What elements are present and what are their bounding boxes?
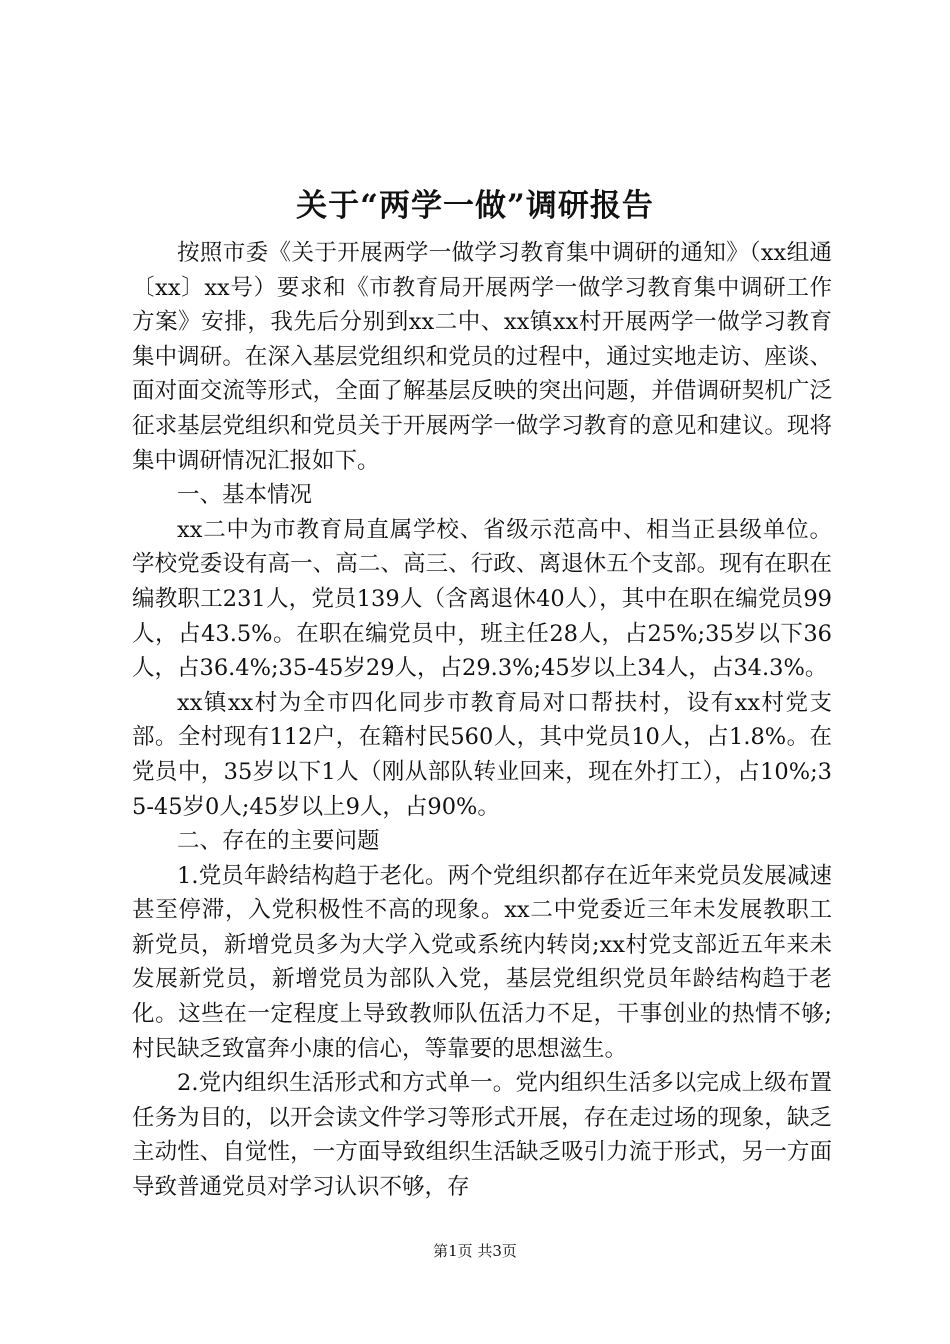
paragraph-school-situation: xx二中为市教育局直属学校、省级示范高中、相当正县级单位。学校党委设有高一、高二、高三、行政、离退休五个支部。现有在职在编教职工231人，党员139人（含离退休40人），其中在职在编党员99人，占43.5%。在职在编党员中，班主任28人，占25%;35岁以下36人，占36.4%;35-45岁29人，占29.3%;45岁以上34人，占34.3%。 — [132, 516, 832, 682]
section-heading-main-problems: 二、存在的主要问题 — [177, 828, 380, 855]
paragraph-problem-1: 1.党员年龄结构趋于老化。两个党组织都存在近年来党员发展减速甚至停滞，入党积极性不高的现象。xx二中党委近三年未发展教职工新党员，新增党员多为大学入党或系统内转岗;xx村党支部近五年来未发展新党员，新增党员为部队入党，基层党组织党员年龄结构趋于老化。这些在一定程度上导致教师队伍活力不足，干事创业的热情不够;村民缺乏致富奔小康的信心，等靠要的思想滋生。 — [132, 862, 832, 1062]
page-footer: 第1页 共3页 — [433, 1242, 517, 1260]
section-heading-basic-situation: 一、基本情况 — [177, 482, 313, 509]
document-body — [132, 236, 832, 1205]
paragraph-village-situation: xx镇xx村为全市四化同步市教育局对口帮扶村，设有xx村党支部。全村现有112户，在籍村民560人，其中党员10人，占1.8%。在党员中，35岁以下1人（刚从部队转业回来，现在外打工），占10%;35-45岁0人;45岁以上9人，占90%。 — [132, 689, 832, 820]
document-title: 关于“两学一做”调研报告 — [296, 188, 654, 224]
intro-paragraph: 按照市委《关于开展两学一做学习教育集中调研的通知》（xx组通〔xx〕xx号）要求和《市教育局开展两学一做学习教育集中调研工作方案》安排，我先后分别到xx二中、xx镇xx村开展两学一做学习教育集中调研。在深入基层党组织和党员的过程中，通过实地走访、座谈、面对面交流等形式，全面了解基层反映的突出问题，并借调研契机广泛征求基层党组织和党员关于开展两学一做学习教育的意见和建议。现将集中调研情况汇报如下。 — [132, 240, 832, 474]
paragraph-problem-2: 2.党内组织生活形式和方式单一。党内组织生活多以完成上级布置任务为目的，以开会读文件学习等形式开展，存在走过场的现象，缺乏主动性、自觉性，一方面导致组织生活缺乏吸引力流于形式，另一方面导致普通党员对学习认识不够，存 — [132, 1070, 832, 1201]
